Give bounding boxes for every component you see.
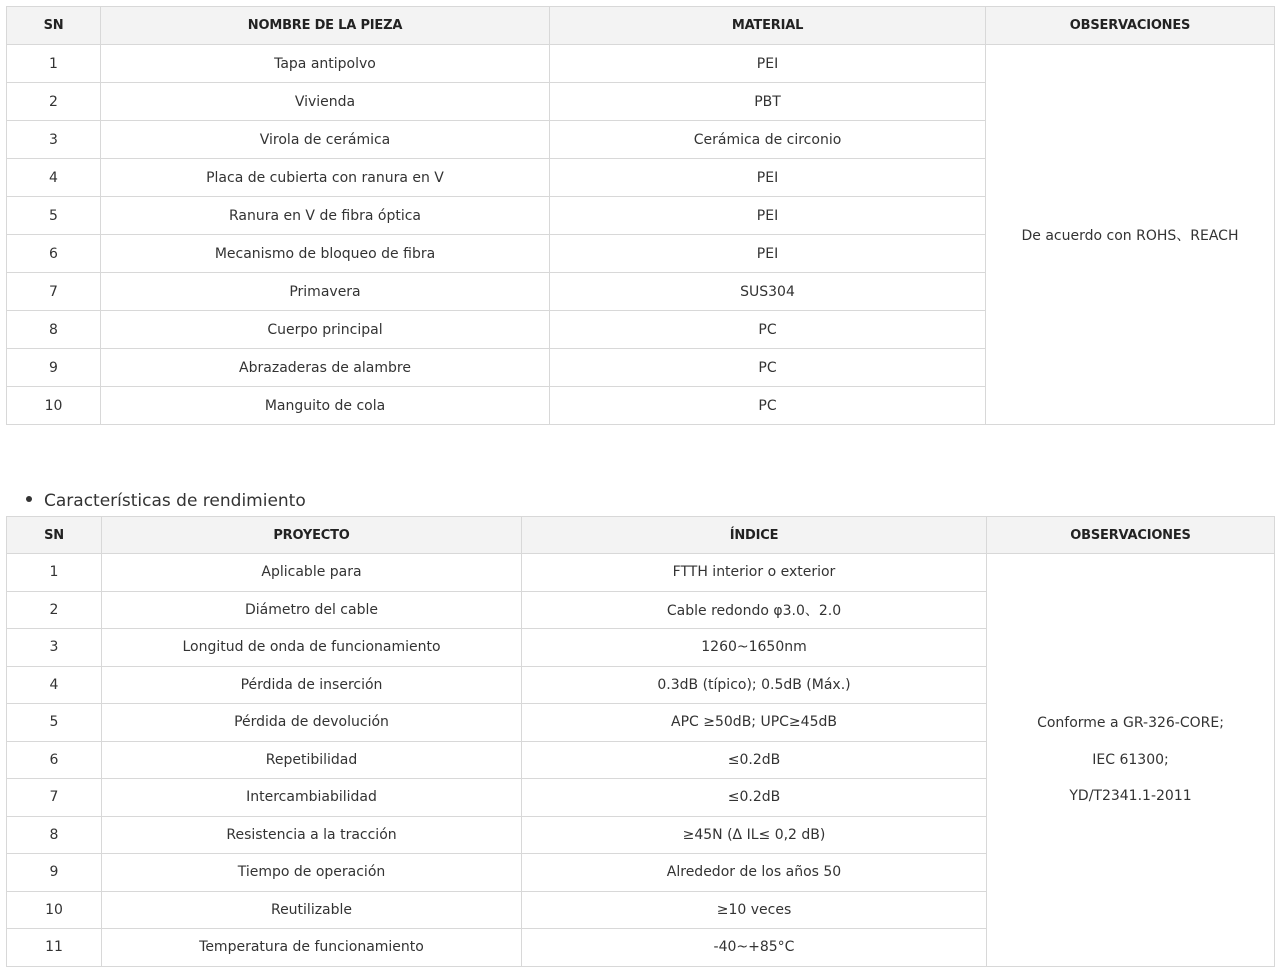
cell-material: PEI [550, 45, 986, 83]
cell-project: Repetibilidad [102, 741, 522, 779]
cell-index: FTTH interior o exterior [522, 554, 987, 592]
cell-project: Pérdida de inserción [102, 666, 522, 704]
observation-line: IEC 61300; [1092, 751, 1169, 768]
cell-index: Cable redondo φ3.0、2.0 [522, 591, 987, 629]
cell-sn: 1 [7, 554, 102, 592]
header-sn: SN [7, 517, 102, 554]
cell-material: PBT [550, 83, 986, 121]
table-row [7, 554, 1275, 592]
cell-part-name: Cuerpo principal [101, 311, 550, 349]
cell-part-name: Placa de cubierta con ranura en V [101, 159, 550, 197]
cell-part-name: Abrazaderas de alambre [101, 349, 550, 387]
cell-sn: 8 [7, 311, 101, 349]
cell-project: Longitud de onda de funcionamiento [102, 629, 522, 667]
header-project: PROYECTO [102, 517, 522, 554]
cell-sn: 7 [7, 273, 101, 311]
cell-project: Temperatura de funcionamiento [102, 929, 522, 967]
observation-line: Conforme a GR-326-CORE; [1037, 715, 1224, 732]
cell-project: Diámetro del cable [102, 591, 522, 629]
cell-project: Resistencia a la tracción [102, 816, 522, 854]
cell-project: Aplicable para [102, 554, 522, 592]
section-heading-text: Características de rendimiento [44, 491, 306, 511]
cell-part-name: Virola de cerámica [101, 121, 550, 159]
cell-part-name: Tapa antipolvo [101, 45, 550, 83]
cell-sn: 2 [7, 83, 101, 121]
cell-index: -40~+85°C [522, 929, 987, 967]
cell-sn: 5 [7, 197, 101, 235]
cell-part-name: Ranura en V de fibra óptica [101, 197, 550, 235]
cell-material: PC [550, 349, 986, 387]
parts-table [6, 6, 1275, 425]
cell-sn: 7 [7, 779, 102, 817]
section-heading [26, 490, 306, 512]
cell-sn: 1 [7, 45, 101, 83]
bullet-icon [26, 496, 32, 502]
cell-material: SUS304 [550, 273, 986, 311]
cell-sn: 9 [7, 349, 101, 387]
cell-material: PC [550, 311, 986, 349]
header-observations: OBSERVACIONES [987, 517, 1275, 554]
cell-sn: 10 [7, 387, 101, 425]
cell-project: Intercambiabilidad [102, 779, 522, 817]
cell-sn: 5 [7, 704, 102, 742]
cell-sn: 8 [7, 816, 102, 854]
performance-table [6, 516, 1275, 967]
cell-sn: 3 [7, 121, 101, 159]
cell-part-name: Primavera [101, 273, 550, 311]
cell-project: Tiempo de operación [102, 854, 522, 892]
cell-index: ≤0.2dB [522, 741, 987, 779]
observation-line: YD/T2341.1-2011 [1069, 788, 1192, 805]
cell-index: Alrededor de los años 50 [522, 854, 987, 892]
cell-index: 1260~1650nm [522, 629, 987, 667]
cell-sn: 4 [7, 666, 102, 704]
cell-sn: 3 [7, 629, 102, 667]
cell-sn: 9 [7, 854, 102, 892]
cell-index: ≥45N (Δ IL≤ 0,2 dB) [522, 816, 987, 854]
cell-material: PEI [550, 197, 986, 235]
cell-index: ≤0.2dB [522, 779, 987, 817]
cell-material: PEI [550, 235, 986, 273]
table-row [7, 45, 1275, 83]
cell-index: APC ≥50dB; UPC≥45dB [522, 704, 987, 742]
cell-observations: De acuerdo con ROHS、REACH [986, 45, 1275, 425]
cell-sn: 10 [7, 891, 102, 929]
table-header-row [7, 517, 1275, 554]
cell-sn: 11 [7, 929, 102, 967]
header-observations: OBSERVACIONES [986, 7, 1275, 45]
cell-project: Reutilizable [102, 891, 522, 929]
header-sn: SN [7, 7, 101, 45]
cell-index: ≥10 veces [522, 891, 987, 929]
cell-index: 0.3dB (típico); 0.5dB (Máx.) [522, 666, 987, 704]
table-header-row [7, 7, 1275, 45]
cell-part-name: Manguito de cola [101, 387, 550, 425]
cell-sn: 4 [7, 159, 101, 197]
cell-part-name: Vivienda [101, 83, 550, 121]
header-material: MATERIAL [550, 7, 986, 45]
cell-sn: 2 [7, 591, 102, 629]
cell-project: Pérdida de devolución [102, 704, 522, 742]
cell-material: Cerámica de circonio [550, 121, 986, 159]
cell-observations [987, 554, 1275, 967]
cell-sn: 6 [7, 741, 102, 779]
cell-sn: 6 [7, 235, 101, 273]
header-index: ÍNDICE [522, 517, 987, 554]
cell-material: PEI [550, 159, 986, 197]
cell-part-name: Mecanismo de bloqueo de fibra [101, 235, 550, 273]
cell-material: PC [550, 387, 986, 425]
header-part-name: NOMBRE DE LA PIEZA [101, 7, 550, 45]
